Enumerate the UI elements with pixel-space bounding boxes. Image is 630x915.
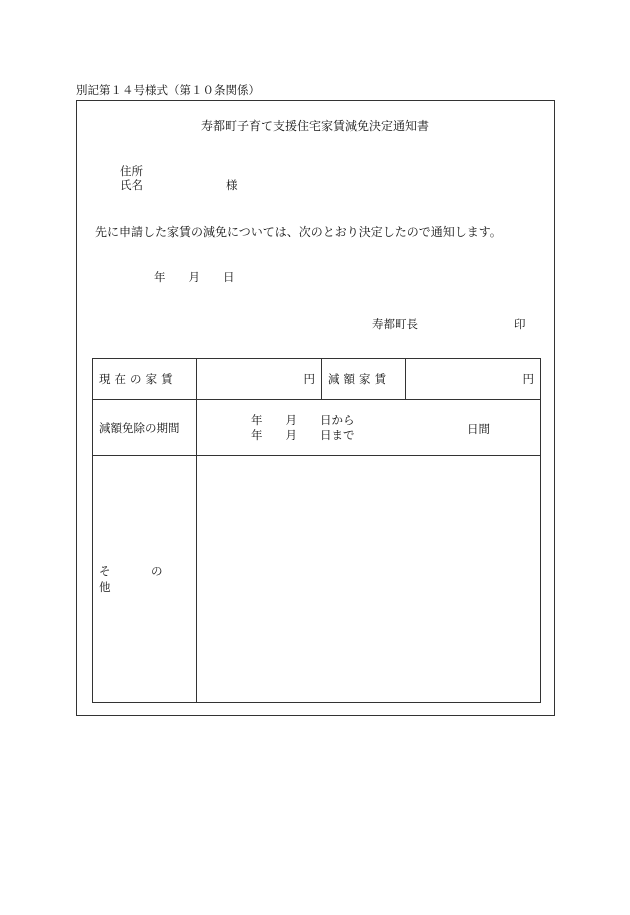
reduced-rent-value: 円 [406, 359, 541, 400]
name-label: 氏名 [120, 178, 143, 192]
address-label: 住所 [120, 164, 143, 178]
other-value [197, 456, 541, 703]
honorific-label: 様 [226, 178, 238, 192]
period-row [93, 400, 541, 456]
period-days: 日間 [467, 422, 490, 436]
document-title: 寿都町子育て支援住宅家賃減免決定通知書 [200, 119, 429, 133]
current-rent-value: 円 [197, 359, 322, 400]
decision-table [92, 358, 541, 703]
other-row [93, 456, 541, 703]
period-value [197, 400, 541, 456]
period-to: 年 月 日まで [251, 428, 355, 442]
issue-date: 年 月 日 [154, 270, 235, 284]
other-label: そ の 他 [93, 456, 197, 703]
notification-body: 先に申請した家賃の減免については、次のとおり決定したので通知します。 [95, 225, 502, 239]
reduced-rent-label: 減額家賃 [322, 359, 406, 400]
current-rent-label: 現在の家賃 [93, 359, 197, 400]
period-label: 減額免除の期間 [93, 400, 197, 456]
rent-row [93, 359, 541, 400]
seal-mark: 印 [514, 317, 526, 331]
issuer-name: 寿都町長 [372, 317, 418, 331]
form-reference: 別記第１４号様式（第１０条関係） [76, 83, 260, 97]
period-from: 年 月 日から [251, 413, 355, 427]
